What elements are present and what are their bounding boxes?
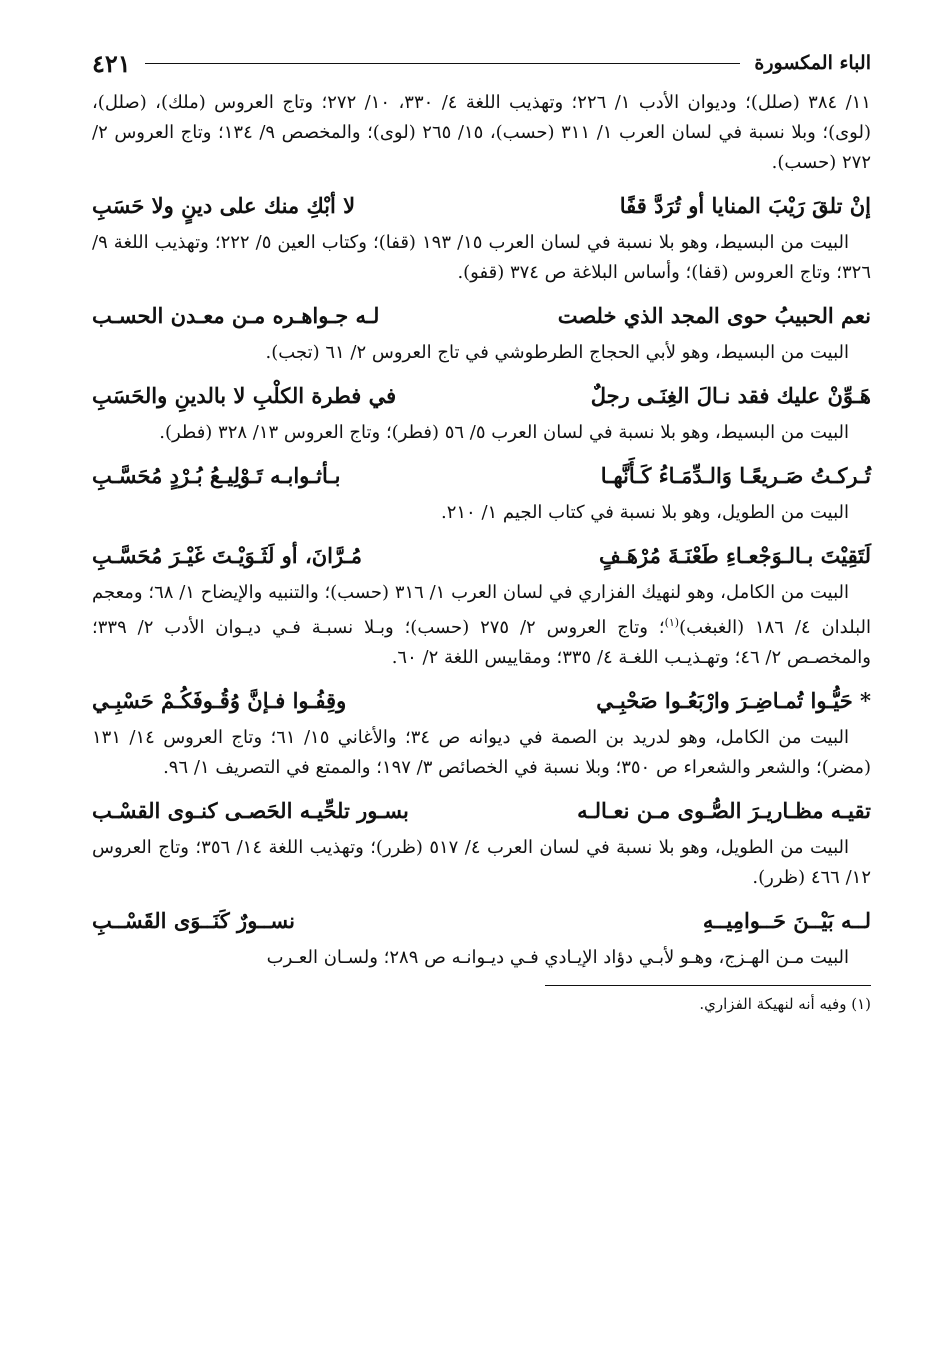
chapter-title: الباء المكسورة (754, 52, 871, 74)
commentary-text: البيت من الكامل، وهو لنهيك الفزاري في لسان العرب ١/ ٣١٦ (حسب)؛ والتنبيه والإيضاح ١/ ٦٨؛ ومعجم البلدان ٤/ ١٨٦ (الغبغب) (92, 582, 871, 638)
verse-entry (92, 536, 871, 673)
verse-first-hemistich: هَـوِّنْ عليك فقد نـالَ الغِنَـى رجلٌ (590, 383, 871, 408)
verse-commentary: البيت مـن الهـزج، وهـو لأبـي دؤاد الإيـادي فـي ديـوانـه ص ٢٨٩؛ ولسـان العـرب (266, 947, 849, 968)
verse-line (92, 681, 871, 721)
page-number: ٤٢١ (92, 48, 131, 78)
verse-second-hemistich: لـه جـواهـره مـن معـدن الحسـب (92, 303, 380, 328)
verse-commentary (92, 578, 871, 673)
verse-second-hemistich: بـأثـوابـه تَـوْلِيـعُ بُـرْدٍ مُحَسَّـبِ (92, 463, 341, 488)
verse-line (92, 186, 871, 226)
verse-commentary: البيت من الكامل، وهو لدريد بن الصمة في ديوانه ص ٣٤؛ والأغاني ١٥/ ٦١؛ وتاج العروس ١٤/ ١٣١ (مضر)؛ والشعر والشعراء ص ٣٥٠؛ وبلا نسبة في الخصائص ٣/ ١٩٧؛ والممتع في التصريف ١/ ٩٦. (92, 727, 871, 778)
verse-first-hemistich: تُـركـتُ صَـريعًـا وَالـدِّمَـاءُ كَـأَنَّهـا (600, 463, 871, 488)
verse-entry (92, 456, 871, 528)
verse-commentary: البيت من البسيط، وهو بلا نسبة في لسان العرب ١٥/ ١٩٣ (قفا)؛ وكتاب العين ٥/ ٢٢٢؛ وتهذيب اللغة ٩/ ٣٢٦؛ وتاج العروس (قفا)؛ وأساس البلاغة ص ٣٧٤ (قفو). (92, 232, 871, 283)
verse-first-hemistich: نعم الحبيبُ حوى المجد الذي خلصت (557, 303, 871, 328)
verse-line (92, 296, 871, 336)
verse-line (92, 536, 871, 576)
verse-first-hemistich: تقيـه مظـاريـرَ الصُّـوى مـن نعـالـه (577, 798, 871, 823)
footnote-marker[interactable]: (١) (664, 616, 680, 629)
verse-entry (92, 376, 871, 448)
verse-first-hemistich: إنْ تلقَ رَيْبَ المنايا أو تُرَدَّ قفًا (619, 193, 871, 218)
verse-commentary: البيت من البسيط، وهو لأبي الحجاج الطرطوشي في تاج العروس ٢/ ٦١ (تجب). (265, 342, 849, 363)
verse-line (92, 901, 871, 941)
verse-line (92, 376, 871, 416)
verse-first-hemistich: لَتَقِيْتَ بـالـوَجْعـاءِ طَعْنَـةَ مُرْهَـفٍ (599, 543, 871, 568)
verse-commentary: البيت من البسيط، وهو بلا نسبة في لسان العرب ٥/ ٥٦ (فطر)؛ وتاج العروس ١٣/ ٣٢٨ (فطر). (159, 422, 849, 443)
verse-second-hemistich: لا أبْكِ منك على دينٍ ولا حَسَبِ (92, 193, 356, 218)
verse-second-hemistich: في فطرة الكلْبِ لا بالدينِ والحَسَبِ (92, 383, 397, 408)
footnote: (١) وفيه أنه لنهيكة الفزاري. (699, 995, 871, 1013)
verse-first-hemistich: لــه بَيْــنَ حَــوامِيــهِ (702, 908, 871, 933)
verse-second-hemistich: بسـور تلحِّيـه الحَصـى كنـوى القسْـب (92, 798, 409, 823)
verse-first-hemistich: * حَيُّـوا تُمـاضِـرَ وارْبَعُـوا صَحْبِـي (596, 688, 871, 713)
verse-commentary: البيت من الطويل، وهو بلا نسبة في كتاب الجيم ١/ ٢١٠. (440, 502, 849, 523)
verse-line (92, 456, 871, 496)
verse-entry (92, 681, 871, 783)
verse-second-hemistich: وقِفُـوا فـإنَّ وُقُـوفَكُـمْ حَسْبِـي (92, 688, 347, 713)
page-header (92, 38, 871, 88)
verse-commentary: البيت من الطويل، وهو بلا نسبة في لسان العرب ٤/ ٥١٧ (ظرر)؛ وتهذيب اللغة ١٤/ ٣٥٦؛ وتاج العروس ١٢/ ٤٦٦ (ظرر). (92, 837, 871, 888)
verse-second-hemistich: مُـرَّانَ، أو لَثَـوَيْـتَ غَيْـرَ مُحَسَّـبِ (92, 543, 362, 568)
verse-second-hemistich: نســورٌ كَنَــوَى القَسْــبِ (92, 908, 295, 933)
verse-line (92, 791, 871, 831)
opening-prose: ١١/ ٣٨٤ (صلل)؛ وديوان الأدب ١/ ٢٢٦؛ وتهذيب اللغة ٤/ ٣٣٠، ١٠/ ٢٧٢؛ وتاج العروس (ملك)، (صلل)، (لوى)؛ وبلا نسبة في لسان العرب ١/ ٣١١ (حسب)، ١٥/ ٢٦٥ (لوى)؛ والمخصص ٩/ ١٣٤؛ وتاج العروس ٢/ ٢٧٢ (حسب). (92, 92, 871, 173)
verse-entry (92, 296, 871, 368)
verse-entry (92, 791, 871, 893)
header-rule (145, 63, 741, 64)
verse-entry (92, 186, 871, 288)
footnote-separator (545, 985, 871, 986)
commentary-text: ؛ وتاج العروس ٢/ ٢٧٥ (حسب)؛ وبـلا نسبـة فـي ديـوان الأدب ٢/ ٣٣٩؛ والمخصـص ٢/ ٤٦؛ وتهـذيـب اللغـة ٤/ ٣٣٥؛ ومقاييس اللغة ٢/ ٦٠. (92, 617, 871, 668)
verse-entry (92, 901, 871, 973)
